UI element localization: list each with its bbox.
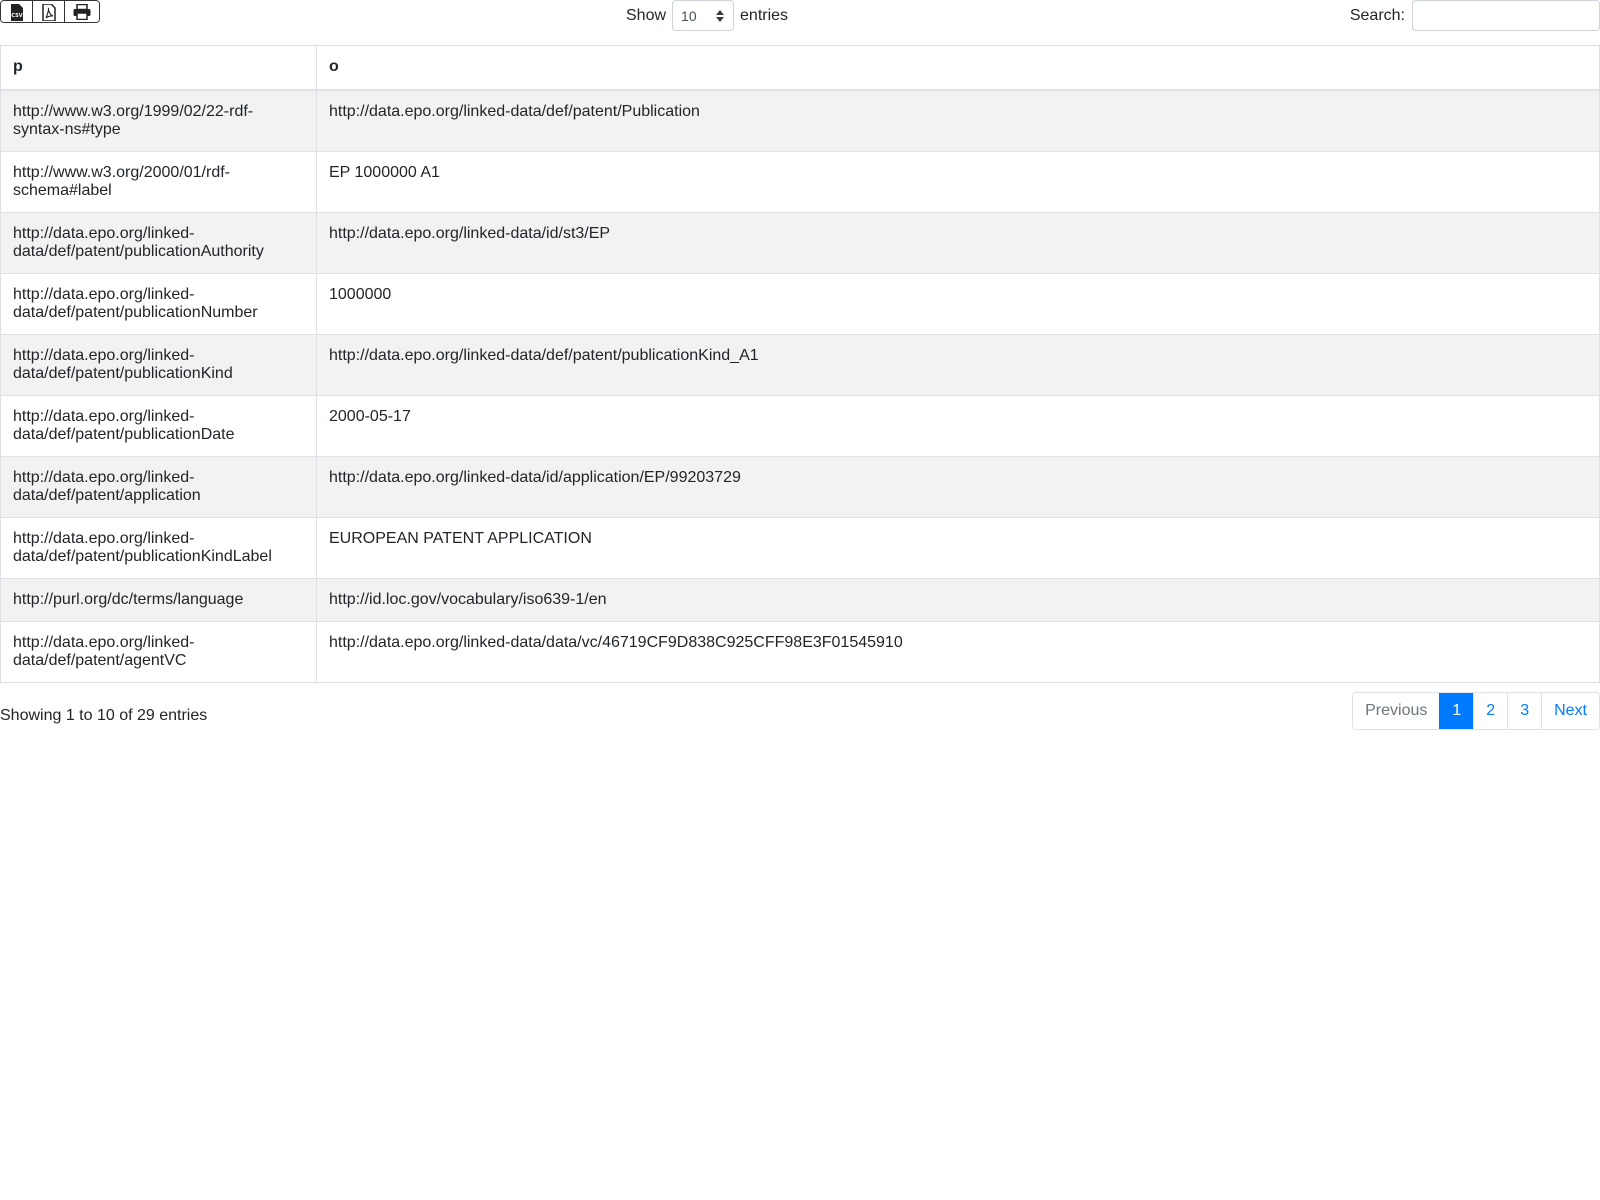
cell-o: 2000-05-17	[317, 395, 1600, 456]
table-row	[1, 621, 1600, 682]
entries-per-page-value: 10	[681, 7, 697, 24]
pdf-file-icon	[42, 4, 56, 21]
table-toolbar	[0, 0, 1600, 45]
cell-o: http://id.loc.gov/vocabulary/iso639-1/en	[317, 578, 1600, 621]
cell-p: http://data.epo.org/linked-data/def/patent/publicationAuthority	[1, 212, 317, 273]
search-input[interactable]	[1412, 0, 1600, 31]
entries-label: entries	[740, 6, 789, 24]
table-row	[1, 395, 1600, 456]
cell-p: http://data.epo.org/linked-data/def/patent/agentVC	[1, 621, 317, 682]
cell-p: http://www.w3.org/2000/01/rdf-schema#label	[1, 151, 317, 212]
table-footer	[0, 683, 1600, 743]
cell-p: http://data.epo.org/linked-data/def/patent/publicationKindLabel	[1, 517, 317, 578]
cell-o: http://data.epo.org/linked-data/id/st3/EP	[317, 212, 1600, 273]
svg-text:CSV: CSV	[10, 12, 23, 19]
cell-o: http://data.epo.org/linked-data/id/application/EP/99203729	[317, 456, 1600, 517]
export-pdf-button[interactable]	[33, 1, 65, 23]
cell-p: http://www.w3.org/1999/02/22-rdf-syntax-ns#type	[1, 90, 317, 152]
cell-p: http://data.epo.org/linked-data/def/patent/publicationNumber	[1, 273, 317, 334]
column-header-p[interactable]: p	[1, 46, 317, 90]
entries-per-page-select[interactable]	[672, 0, 734, 31]
print-button[interactable]	[65, 1, 99, 23]
table-row	[1, 517, 1600, 578]
cell-o: EP 1000000 A1	[317, 151, 1600, 212]
cell-p: http://purl.org/dc/terms/language	[1, 578, 317, 621]
entries-info: Showing 1 to 10 of 29 entries	[0, 706, 208, 724]
export-csv-button[interactable]	[1, 1, 33, 23]
show-label: Show	[626, 6, 667, 24]
cell-o: http://data.epo.org/linked-data/def/patent/publicationKind_A1	[317, 334, 1600, 395]
previous-page-button[interactable]: Previous	[1353, 693, 1439, 729]
pagination	[1352, 692, 1600, 730]
table-row	[1, 273, 1600, 334]
table-row	[1, 456, 1600, 517]
cell-o: http://data.epo.org/linked-data/def/patent/Publication	[317, 90, 1600, 152]
page-button-2[interactable]: 2	[1473, 693, 1507, 729]
table-header-row	[1, 46, 1600, 90]
csv-file-icon	[10, 4, 24, 21]
next-page-button[interactable]: Next	[1541, 693, 1599, 729]
table-row	[1, 334, 1600, 395]
page-button-3[interactable]: 3	[1507, 693, 1541, 729]
table-row	[1, 212, 1600, 273]
cell-o: EUROPEAN PATENT APPLICATION	[317, 517, 1600, 578]
entries-length-control	[626, 0, 788, 31]
table-row	[1, 90, 1600, 152]
search-label: Search:	[1349, 6, 1405, 24]
cell-p: http://data.epo.org/linked-data/def/patent/application	[1, 456, 317, 517]
table-row	[1, 578, 1600, 621]
print-icon	[73, 4, 91, 20]
search-control	[1350, 0, 1600, 31]
page-button-1[interactable]: 1	[1439, 693, 1473, 729]
export-button-group	[0, 0, 100, 23]
select-arrows-icon	[716, 10, 724, 22]
cell-p: http://data.epo.org/linked-data/def/patent/publicationKind	[1, 334, 317, 395]
cell-o: 1000000	[317, 273, 1600, 334]
column-header-o[interactable]: o	[317, 46, 1600, 90]
results-table	[0, 45, 1600, 683]
cell-o: http://data.epo.org/linked-data/data/vc/46719CF9D838C925CFF98E3F01545910	[317, 621, 1600, 682]
cell-p: http://data.epo.org/linked-data/def/patent/publicationDate	[1, 395, 317, 456]
table-row	[1, 151, 1600, 212]
